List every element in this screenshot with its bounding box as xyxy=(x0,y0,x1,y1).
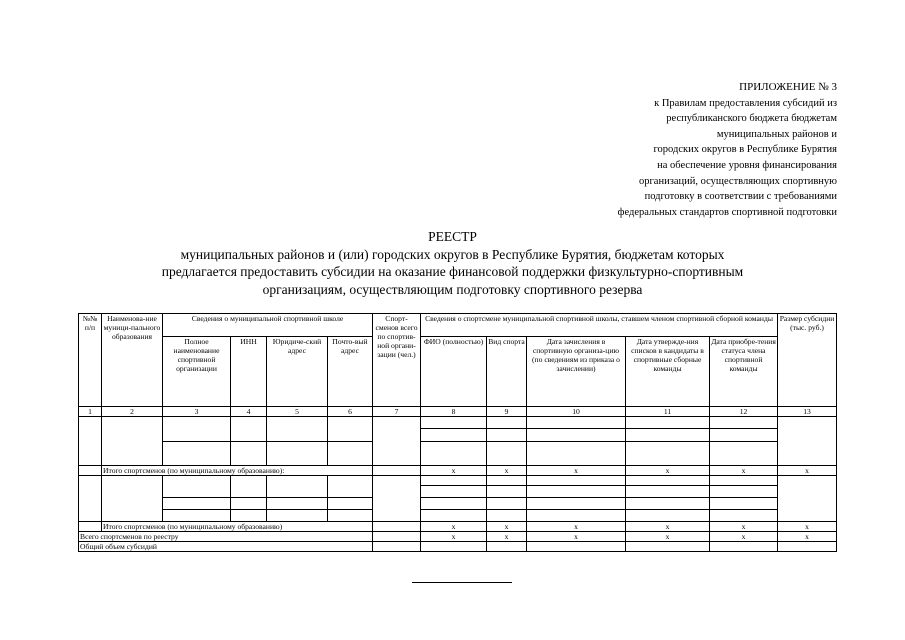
table-cell xyxy=(79,476,102,522)
total-subsidies-label: Общий объем субсидий xyxy=(79,542,373,552)
table-cell xyxy=(778,542,837,552)
table-cell xyxy=(626,486,710,498)
column-number: 9 xyxy=(487,407,527,417)
table-cell xyxy=(778,417,837,466)
mark-cell: х xyxy=(421,466,487,476)
header-approval-date: Дата утвержде-ния списков в кандидаты в спортивные сборные команды xyxy=(626,337,710,407)
table-cell xyxy=(163,417,231,442)
table-cell xyxy=(373,417,421,466)
table-cell xyxy=(710,498,778,510)
mark-cell: х xyxy=(626,532,710,542)
table-cell xyxy=(626,417,710,429)
table-cell xyxy=(267,510,328,522)
total-municipality-label: Итого спортсменов (по муниципальному образованию) xyxy=(102,522,373,532)
appendix-line: подготовку в соответствии с требованиями xyxy=(644,191,837,203)
table-cell xyxy=(710,510,778,522)
column-number: 10 xyxy=(527,407,626,417)
mark-cell: х xyxy=(421,532,487,542)
table-cell xyxy=(487,417,527,429)
mark-cell: х xyxy=(487,466,527,476)
table-cell xyxy=(421,476,487,486)
table-cell xyxy=(487,542,527,552)
header-school-full-name: Полное наименование спортивной организации xyxy=(163,337,231,407)
table-cell xyxy=(328,510,373,522)
table-cell xyxy=(163,510,231,522)
table-cell xyxy=(373,466,421,476)
mark-cell: х xyxy=(710,532,778,542)
table-cell xyxy=(527,476,626,486)
table-cell xyxy=(328,417,373,442)
table-cell xyxy=(421,417,487,429)
register-title: РЕЕСТР xyxy=(428,229,477,244)
table-cell xyxy=(421,542,487,552)
table-cell xyxy=(231,442,267,466)
table-cell xyxy=(710,429,778,442)
mark-cell: х xyxy=(527,522,626,532)
table-cell xyxy=(710,442,778,466)
mark-cell: х xyxy=(487,522,527,532)
column-number: 6 xyxy=(328,407,373,417)
header-inn: ИНН xyxy=(231,337,267,407)
header-enroll-date: Дата зачисления в спортивную организа-цию (по сведениям из приказа о зачислении) xyxy=(527,337,626,407)
table-cell xyxy=(421,486,487,498)
mark-cell: х xyxy=(778,532,837,542)
table-cell xyxy=(102,417,163,466)
footer-rule xyxy=(412,582,512,583)
table-cell xyxy=(527,417,626,429)
column-number: 2 xyxy=(102,407,163,417)
total-municipality-label: Итого спортсменов (по муниципальному образованию): xyxy=(102,466,373,476)
table-cell xyxy=(421,498,487,510)
table-cell xyxy=(626,429,710,442)
table-cell xyxy=(487,429,527,442)
register-subtitle-line: предлагается предоставить субсидии на оказание финансовой поддержки физкультурно-спортивным xyxy=(161,264,744,279)
table-cell xyxy=(626,476,710,486)
table-cell xyxy=(527,486,626,498)
table-cell xyxy=(421,429,487,442)
table-cell xyxy=(710,486,778,498)
mark-cell: х xyxy=(778,522,837,532)
table-cell xyxy=(79,466,102,476)
column-number: 8 xyxy=(421,407,487,417)
table-cell xyxy=(267,476,328,498)
table-cell xyxy=(267,417,328,442)
mark-cell: х xyxy=(527,532,626,542)
column-number: 12 xyxy=(710,407,778,417)
table-cell xyxy=(267,442,328,466)
appendix-line: на обеспечение уровня финансирования xyxy=(657,159,837,171)
appendix-line: организаций, осуществляющих спортивную xyxy=(639,175,837,187)
table-cell xyxy=(231,417,267,442)
table-cell xyxy=(328,442,373,466)
table-cell xyxy=(527,510,626,522)
header-legal-address: Юридиче-ский адрес xyxy=(267,337,328,407)
table-cell xyxy=(328,498,373,510)
column-number: 13 xyxy=(778,407,837,417)
table-cell xyxy=(267,498,328,510)
mark-cell: х xyxy=(487,532,527,542)
table-cell xyxy=(487,498,527,510)
appendix-line: городских округов в Республике Бурятия xyxy=(653,144,837,156)
table-cell xyxy=(527,542,626,552)
header-municipality: Наименова-ние муници-пального образования xyxy=(102,314,163,407)
appendix-line: муниципальных районов и xyxy=(716,128,837,140)
mark-cell: х xyxy=(778,466,837,476)
appendix-block xyxy=(507,80,837,220)
table-cell xyxy=(626,510,710,522)
table-cell xyxy=(373,476,421,522)
column-number: 5 xyxy=(267,407,328,417)
table-cell xyxy=(778,476,837,522)
column-number: 3 xyxy=(163,407,231,417)
register-subtitle-line: муниципальных районов и (или) городских округов в Республике Бурятия, бюджетам которых xyxy=(180,246,725,262)
table-cell xyxy=(373,542,421,552)
table-cell xyxy=(421,442,487,466)
table-cell xyxy=(626,542,710,552)
table-cell xyxy=(487,442,527,466)
column-number: 7 xyxy=(373,407,421,417)
table-cell xyxy=(163,442,231,466)
mark-cell: х xyxy=(626,522,710,532)
header-school-group: Сведения о муниципальной спортивной школе xyxy=(163,314,373,337)
header-sport: Вид спорта xyxy=(487,337,527,407)
table-cell xyxy=(373,532,421,542)
header-athletes-count: Спорт-сменов всего по спортив-ной органи-зации (чел.) xyxy=(373,314,421,407)
column-number: 11 xyxy=(626,407,710,417)
table-cell xyxy=(487,510,527,522)
table-cell xyxy=(231,498,267,510)
header-postal-address: Почто-вый адрес xyxy=(328,337,373,407)
table-cell xyxy=(626,498,710,510)
header-athlete-group: Сведения о спортсмене муниципальной спортивной школы, ставшем членом спортивной сборной команды xyxy=(421,314,778,337)
column-number: 4 xyxy=(231,407,267,417)
table-cell xyxy=(527,429,626,442)
mark-cell: х xyxy=(527,466,626,476)
header-fio: ФИО (полностью) xyxy=(421,337,487,407)
column-number: 1 xyxy=(79,407,102,417)
header-subsidy: Размер субсидии (тыс. руб.) xyxy=(778,314,837,407)
appendix-line: республиканского бюджета бюджетам xyxy=(666,113,837,125)
appendix-title: ПРИЛОЖЕНИЕ № 3 xyxy=(739,81,837,93)
table-cell xyxy=(527,498,626,510)
table-cell xyxy=(102,476,163,522)
table-cell xyxy=(79,522,102,532)
mark-cell: х xyxy=(710,466,778,476)
appendix-line: к Правилам предоставления субсидий из xyxy=(654,97,837,109)
header-status-date: Дата приобре-тения статуса члена спортивной команды xyxy=(710,337,778,407)
table-cell xyxy=(373,522,421,532)
table-cell xyxy=(231,476,267,498)
total-registry-label: Всего спортсменов по реестру xyxy=(79,532,373,542)
table-cell xyxy=(231,510,267,522)
mark-cell: х xyxy=(626,466,710,476)
mark-cell: х xyxy=(710,522,778,532)
mark-cell: х xyxy=(421,522,487,532)
register-table xyxy=(78,313,837,552)
table-cell xyxy=(163,498,231,510)
table-cell xyxy=(79,417,102,466)
table-cell xyxy=(487,476,527,486)
table-cell xyxy=(527,442,626,466)
table-cell xyxy=(710,542,778,552)
table-cell xyxy=(328,476,373,498)
table-cell xyxy=(487,486,527,498)
appendix-line: федеральных стандартов спортивной подготовки xyxy=(617,206,837,218)
table-cell xyxy=(421,510,487,522)
register-subtitle-line: организациям, осуществляющим подготовку спортивного резерва xyxy=(262,281,643,297)
table-cell xyxy=(626,442,710,466)
table-cell xyxy=(163,476,231,498)
header-num: №№ п/п xyxy=(79,314,102,407)
table-cell xyxy=(710,476,778,486)
register-heading xyxy=(0,228,905,298)
table-cell xyxy=(710,417,778,429)
